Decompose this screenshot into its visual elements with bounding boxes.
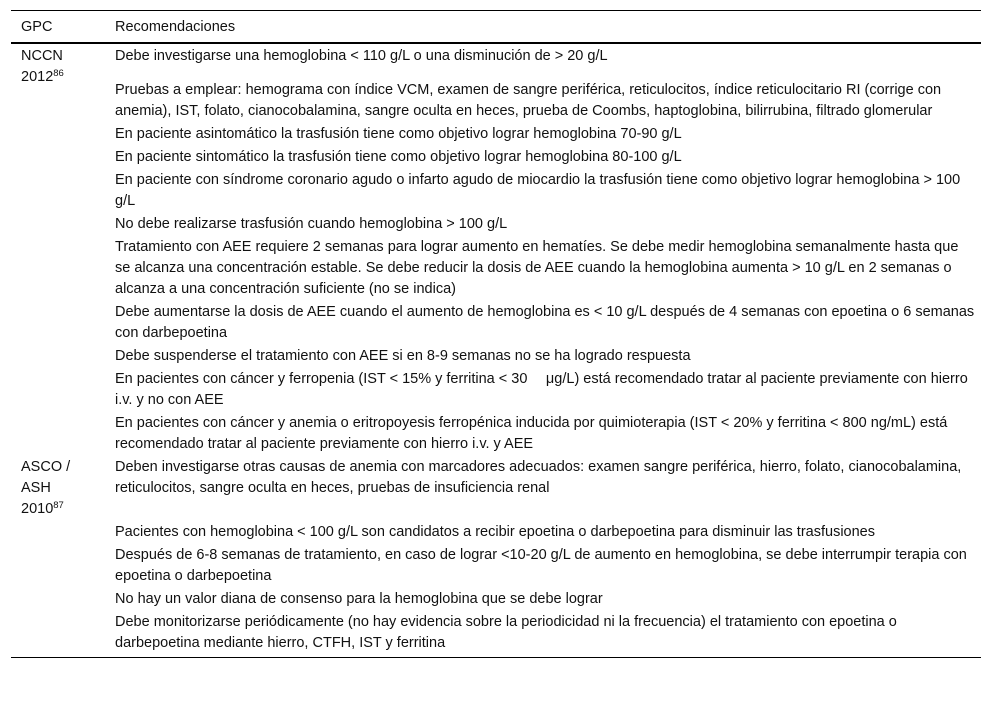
table-row xyxy=(11,68,981,123)
recommendation-cell: Debe monitorizarse periódicamente (no hay evidencia sobre la periodicidad ni la frecuencia) el tratamiento con epoetina o darbepoetina mediante hierro, CTFH, IST y ferritina xyxy=(115,614,897,651)
table-row xyxy=(11,412,981,456)
table-row xyxy=(11,588,981,611)
table-row xyxy=(11,169,981,213)
recommendation-cell: En paciente asintomático la trasfusión tiene como objetivo lograr hemoglobina 70-90 g/L xyxy=(115,126,682,142)
gpc-name: NCCN xyxy=(21,48,63,64)
recommendation-cell: Pacientes con hemoglobina < 100 g/L son candidatos a recibir epoetina o darbepoetina para disminuir las trasfusiones xyxy=(115,524,875,540)
gpc-name: ASCO / xyxy=(21,459,71,475)
recommendation-cell: Debe suspenderse el tratamiento con AEE si en 8-9 semanas no se ha logrado respuesta xyxy=(115,348,691,364)
recommendation-cell: En pacientes con cáncer y anemia o eritropoyesis ferropénica inducida por quimioterapia (IST < 20% y ferritina < 800 ng/mL) está recomendado tratar al paciente previamente con hierro i.v. y AEE xyxy=(115,415,948,452)
table-row xyxy=(11,345,981,368)
recommendation-cell: Pruebas a emplear: hemograma con índice VCM, examen de sangre periférica, reticulocitos, índice reticulocitario RI (corrige con anemia), IST, folato, cianocobalamina, sangre oculta en heces, prueba de Coombs, haptoglobina, bilirrubina, filtrado glomerular xyxy=(115,82,942,119)
table-row xyxy=(11,521,981,544)
table-row xyxy=(11,213,981,236)
table-row xyxy=(11,236,981,301)
gpc-year: 2012 xyxy=(21,69,54,85)
recommendation-cell: Debe investigarse una hemoglobina < 110 g/L o una disminución de > 20 g/L xyxy=(115,48,608,64)
recommendation-cell: Debe aumentarse la dosis de AEE cuando el aumento de hemoglobina es < 10 g/L después de 4 semanas con epoetina o 6 semanas con darbepoetina xyxy=(115,304,975,341)
recommendation-cell: En paciente con síndrome coronario agudo o infarto agudo de miocardio la trasfusión tiene como objetivo lograr hemoglobina > 100 g/L xyxy=(115,172,961,209)
recommendation-cell: Después de 6-8 semanas de tratamiento, en caso de lograr <10-20 g/L de aumento en hemoglobina, se debe interrumpir terapia con epoetina o darbepoetina xyxy=(115,547,967,584)
table-row xyxy=(11,301,981,345)
recommendation-cell: En pacientes con cáncer y ferropenia (IST < 15% y ferritina < 30 μg/L) está recomendado tratar al paciente previamente con hierro i.v. y no con AEE xyxy=(115,371,968,408)
recommendation-cell: Tratamiento con AEE requiere 2 semanas para lograr aumento en hematíes. Se debe medir hemoglobina semanalmente hasta que se alcanza una concentración estable. Se debe reducir la dosis de AEE cuando la hemoglobina aumenta > 10 g/L en 2 semanas o alcanza a una concentración suficiente (no se indica) xyxy=(115,239,959,297)
table-row xyxy=(11,544,981,588)
header-gpc: GPC xyxy=(21,18,53,35)
gpc-year: 2010 xyxy=(21,501,54,517)
recommendation-cell: Deben investigarse otras causas de anemia con marcadores adecuados: examen sangre periférica, hierro, folato, cianocobalamina, reticulocitos, sangre oculta en heces, pruebas de insuficiencia renal xyxy=(115,459,962,496)
table-header-row xyxy=(11,11,981,44)
gpc-cell-asco-ash xyxy=(11,456,105,658)
recommendations-table-wrapper xyxy=(11,10,981,658)
table-row xyxy=(11,368,981,412)
reference-superscript: 87 xyxy=(53,499,64,511)
table-row xyxy=(11,43,981,68)
recommendation-cell: En paciente sintomático la trasfusión tiene como objetivo lograr hemoglobina 80-100 g/L xyxy=(115,149,682,165)
recommendation-cell: No debe realizarse trasfusión cuando hemoglobina > 100 g/L xyxy=(115,216,508,232)
table-row xyxy=(11,456,981,521)
gpc-name: ASH xyxy=(21,480,51,496)
table-row xyxy=(11,146,981,169)
table-row xyxy=(11,123,981,146)
recommendations-table xyxy=(11,10,981,658)
table-row xyxy=(11,611,981,658)
recommendation-cell: No hay un valor diana de consenso para la hemoglobina que se debe lograr xyxy=(115,591,603,607)
gpc-cell-nccn xyxy=(11,43,105,456)
reference-superscript: 86 xyxy=(53,67,64,79)
header-recomendaciones: Recomendaciones xyxy=(115,18,236,35)
